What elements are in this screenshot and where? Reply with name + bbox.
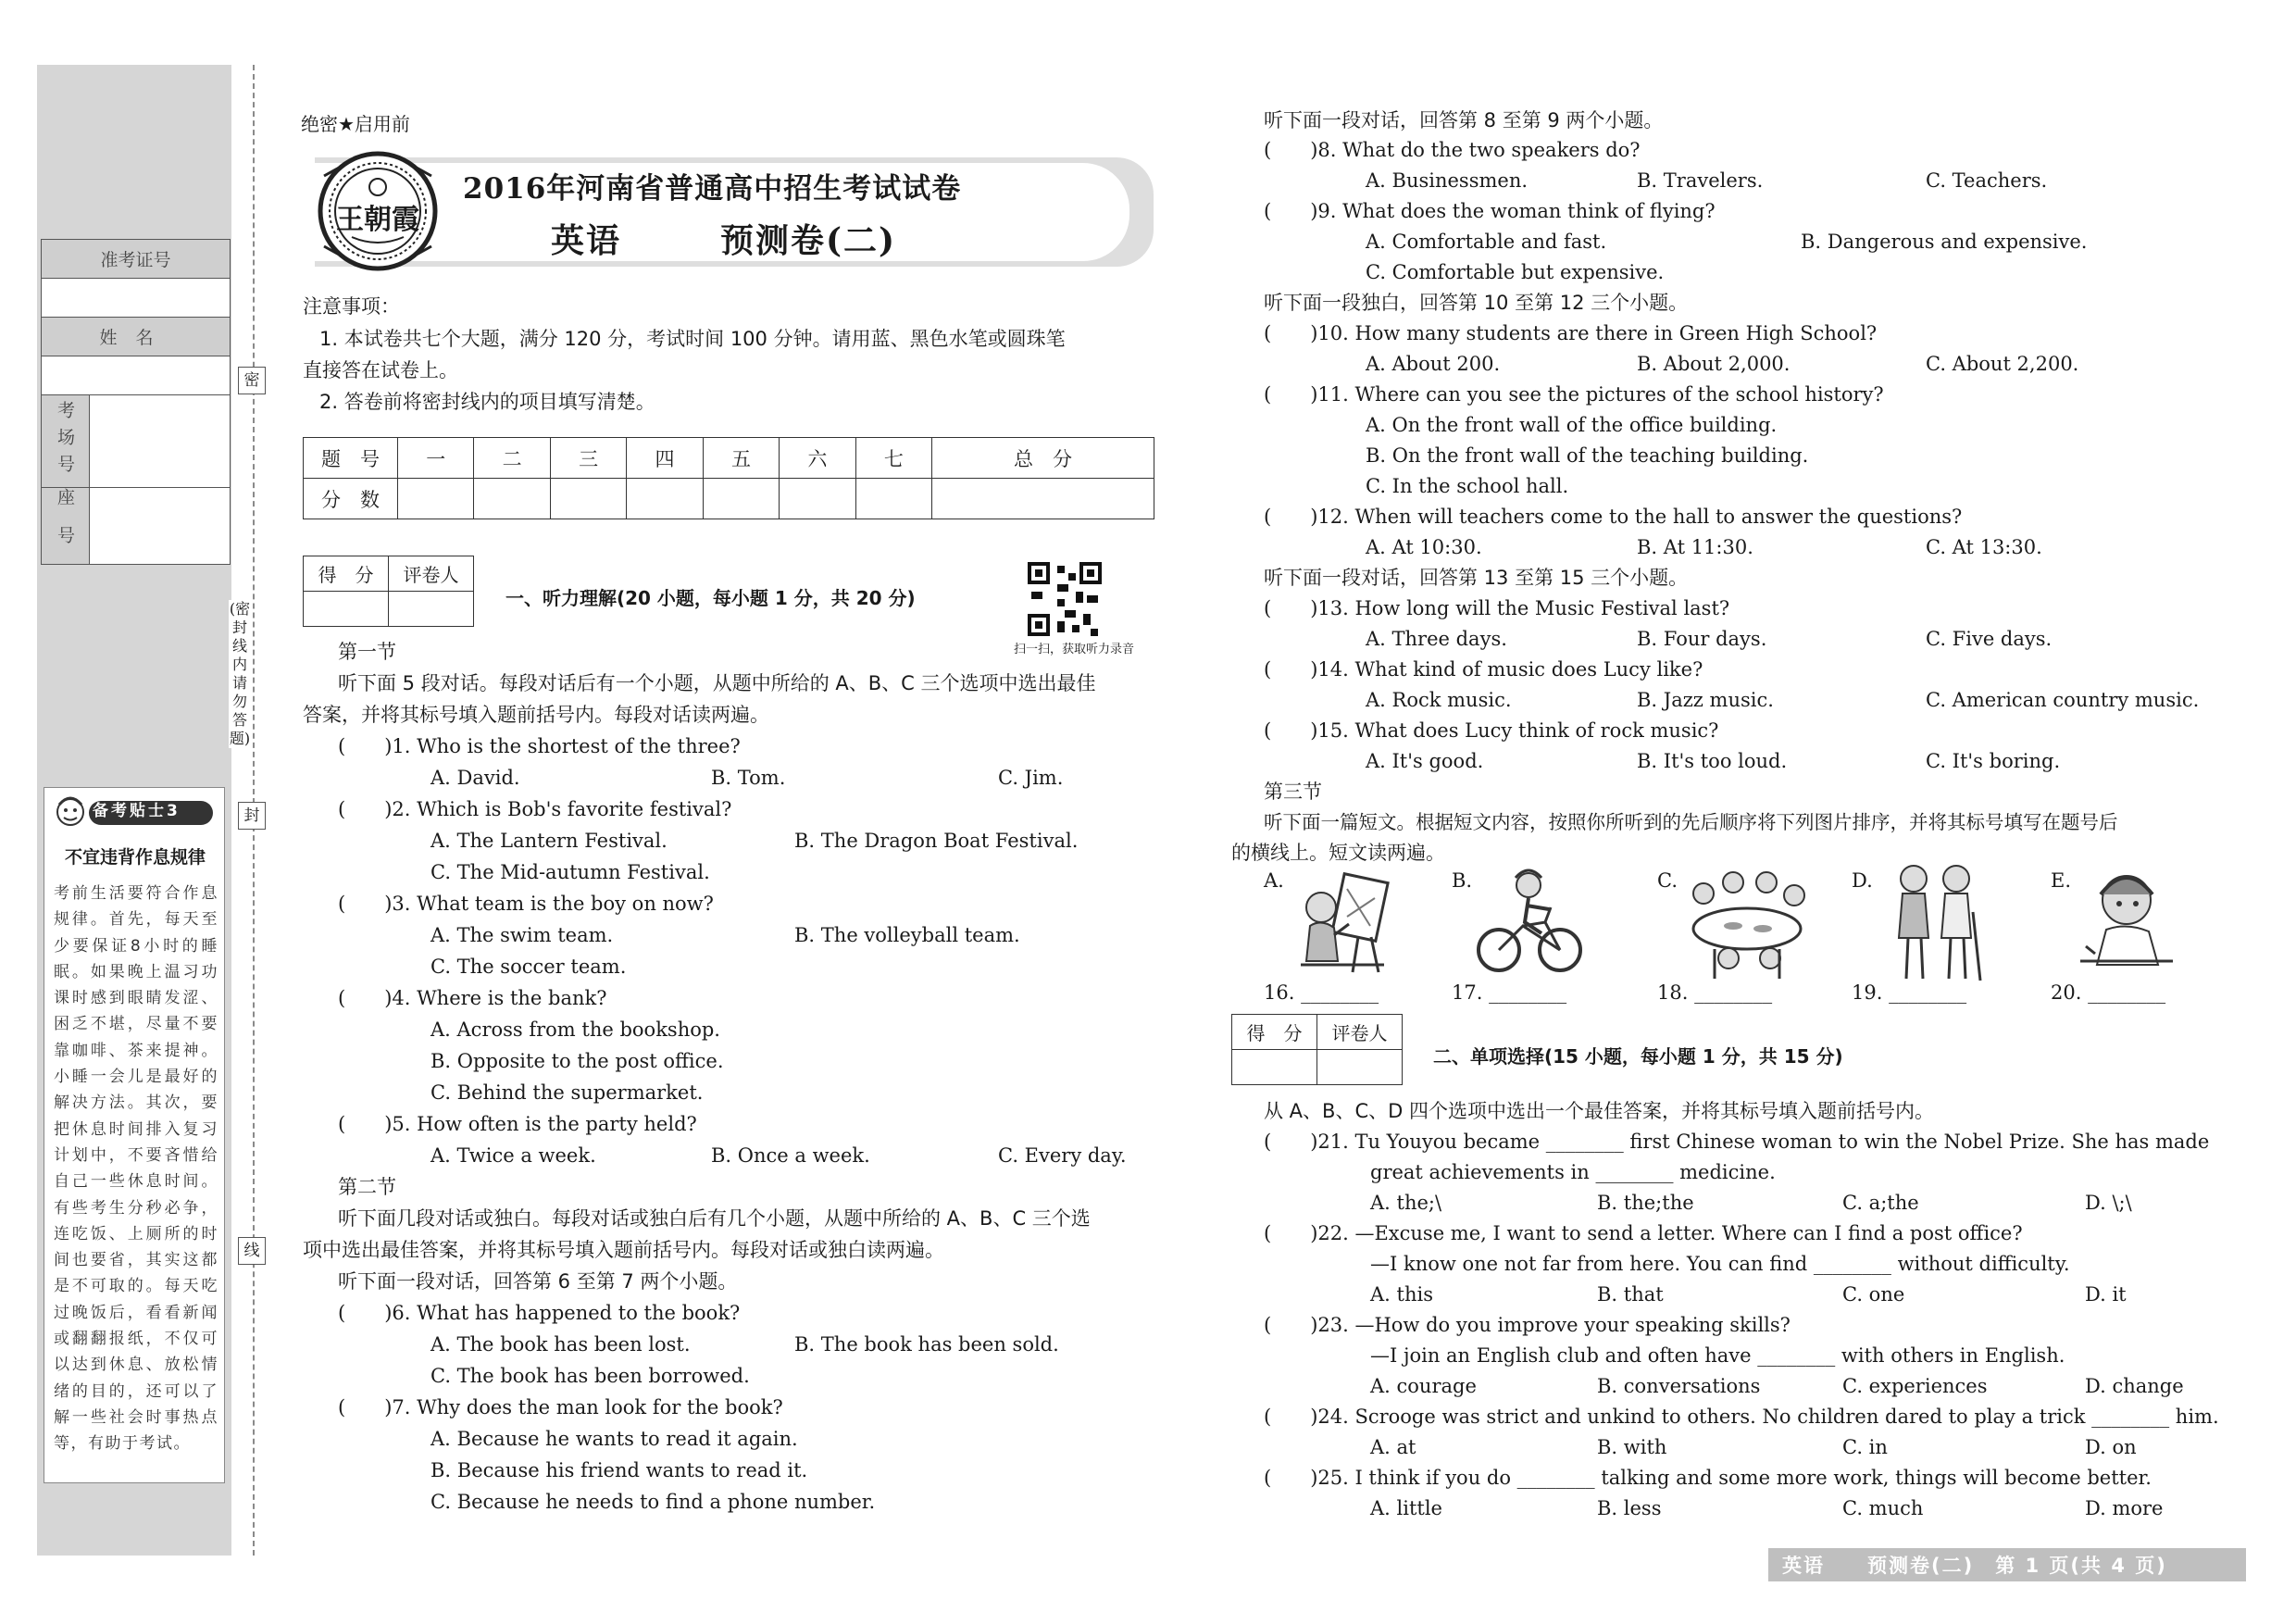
notice-item-2: 2. 答卷前将密封线内的项目填写清楚。	[319, 391, 655, 413]
grader-score-label: 得 分	[304, 556, 389, 592]
question-14-stem: ( )14. What kind of music does Lucy like?	[1264, 658, 1703, 681]
question-15-option-c[interactable]: C. It's boring.	[1926, 750, 2061, 772]
qr-code-icon	[1028, 562, 1102, 636]
notice-item-1b: 直接答在试卷上。	[303, 359, 458, 381]
question-9-option-b[interactable]: B. Dangerous and expensive.	[1801, 231, 2088, 253]
grader-score-label: 得 分	[1232, 1015, 1317, 1050]
score-header-1: 一	[398, 438, 474, 479]
question-11-option-c[interactable]: C. In the school hall.	[1366, 475, 1569, 497]
seal-note: (密封线内请勿答题)	[229, 600, 251, 747]
tips-banner-label: 备考贴士3	[93, 802, 181, 820]
question-23-stem: ( )23. —How do you improve your speaking skills?	[1264, 1314, 1791, 1336]
name-field[interactable]	[42, 356, 231, 395]
score-table	[303, 437, 1154, 519]
score-header-label: 题 号	[304, 438, 398, 479]
score-header-6: 六	[780, 438, 855, 479]
picture-a-painting-icon	[1282, 861, 1403, 981]
grader-score-cell[interactable]	[1232, 1050, 1317, 1085]
question-23-option-c[interactable]: C. experiences	[1842, 1375, 1988, 1397]
picture-label-c: C.	[1657, 869, 1678, 892]
question-12-option-a[interactable]: A. At 10:30.	[1366, 536, 1482, 558]
question-5-option-a[interactable]: A. Twice a week.	[430, 1144, 596, 1167]
seat-row	[42, 488, 231, 565]
picture-b-cycling-icon	[1467, 861, 1588, 981]
score-cell[interactable]	[703, 479, 779, 519]
question-8-option-c[interactable]: C. Teachers.	[1926, 169, 2048, 192]
score-cell[interactable]	[780, 479, 855, 519]
question-2-option-b[interactable]: B. The Dragon Boat Festival.	[794, 830, 1079, 852]
seal-char-xian: 线	[238, 1237, 266, 1265]
question-11-option-a[interactable]: A. On the front wall of the office building.	[1366, 414, 1778, 436]
subject-title: 英语	[551, 221, 622, 260]
question-2-option-a[interactable]: A. The Lantern Festival.	[430, 830, 668, 852]
grader-name-cell[interactable]	[389, 592, 474, 627]
question-10-option-c[interactable]: C. About 2,200.	[1926, 353, 2079, 375]
page-footer: 英语 预测卷(二) 第 1 页(共 4 页)	[1782, 1555, 2167, 1577]
question-5-option-b[interactable]: B. Once a week.	[711, 1144, 870, 1167]
answer-blank-20[interactable]: 20. ________	[2051, 981, 2166, 1004]
question-24-option-c[interactable]: C. in	[1842, 1436, 1888, 1458]
question-22-option-c[interactable]: C. one	[1842, 1283, 1905, 1306]
section-3-instr-a: 听下面一篇短文。根据短文内容，按照你所听到的先后顺序将下列图片排序，并将其标号填写在题号后	[1264, 811, 2118, 833]
question-25-option-a[interactable]: A. little	[1370, 1497, 1442, 1519]
score-cell[interactable]	[474, 479, 550, 519]
question-9-stem: ( )9. What does the woman think of flying?	[1264, 200, 1716, 222]
question-13-stem: ( )13. How long will the Music Festival last?	[1264, 597, 1730, 619]
question-25-stem: ( )25. I think if you do ________ talking and some more work, things will become better.	[1264, 1467, 2152, 1489]
question-6-stem: ( )6. What has happened to the book?	[338, 1302, 741, 1324]
picture-e-writing-icon	[2069, 861, 2190, 981]
question-4-option-a[interactable]: A. Across from the bookshop.	[430, 1018, 720, 1041]
question-8-stem: ( )8. What do the two speakers do?	[1264, 139, 1641, 161]
score-header-3: 三	[550, 438, 626, 479]
question-21-option-d[interactable]: D. \;\	[2085, 1192, 2132, 1214]
question-15-stem: ( )15. What does Lucy think of rock music?	[1264, 719, 1719, 742]
score-cell[interactable]	[932, 479, 1154, 519]
picture-label-e: E.	[2051, 869, 2072, 892]
section-1-instr-a: 听下面 5 段对话。每段对话后有一个小题，从题中所给的 A、B、C 三个选项中选出最佳	[338, 672, 1096, 694]
question-22-option-d[interactable]: D. it	[2085, 1283, 2127, 1306]
question-21-option-a[interactable]: A. the;\	[1370, 1192, 1442, 1214]
picture-label-d: D.	[1852, 869, 1873, 892]
answer-blank-18[interactable]: 18. ________	[1657, 981, 1773, 1004]
qr-caption: 扫一扫，获取听力录音	[1013, 643, 1134, 656]
question-24-option-a[interactable]: A. at	[1370, 1436, 1416, 1458]
question-24-option-d[interactable]: D. on	[2085, 1436, 2137, 1458]
question-5-stem: ( )5. How often is the party held?	[338, 1113, 697, 1135]
grader-score-cell[interactable]	[304, 592, 389, 627]
question-1-option-c[interactable]: C. Jim.	[998, 767, 1064, 789]
question-7-option-a[interactable]: A. Because he wants to read it again.	[430, 1428, 798, 1450]
question-10-option-b[interactable]: B. About 2,000.	[1637, 353, 1791, 375]
section-1-instr-b: 答案，并将其标号填入题前括号内。每段对话读两遍。	[303, 704, 769, 726]
question-7-option-b[interactable]: B. Because his friend wants to read it.	[430, 1459, 808, 1481]
question-23-option-a[interactable]: A. courage	[1370, 1375, 1477, 1397]
question-2-option-c[interactable]: C. The Mid-autumn Festival.	[430, 861, 710, 883]
picture-c-family-dinner-icon	[1678, 856, 1816, 986]
question-21-stem: ( )21. Tu Youyou became ________ first Chinese woman to win the Nobel Prize. She has made	[1264, 1131, 2210, 1153]
seal-char-mi: 密	[238, 367, 266, 394]
question-1-option-b[interactable]: B. Tom.	[711, 767, 786, 789]
picture-label-b: B.	[1452, 869, 1473, 892]
seal-char-feng: 封	[238, 802, 266, 830]
question-4-option-b[interactable]: B. Opposite to the post office.	[430, 1050, 724, 1072]
score-cell[interactable]	[855, 479, 931, 519]
question-1-stem: ( )1. Who is the shortest of the three?	[338, 735, 741, 757]
question-15-option-b[interactable]: B. It's too loud.	[1637, 750, 1788, 772]
question-21-option-b[interactable]: B. the;the	[1597, 1192, 1694, 1214]
score-header-2: 二	[474, 438, 550, 479]
score-cell[interactable]	[550, 479, 626, 519]
section-2-sub-1: 听下面一段对话，回答第 6 至第 7 两个小题。	[338, 1270, 738, 1293]
section-2-instr-b: 项中选出最佳答案，并将其标号填入题前括号内。每段对话或独白读两遍。	[303, 1239, 944, 1261]
score-header-4: 四	[627, 438, 703, 479]
question-7-option-c[interactable]: C. Because he needs to find a phone number.	[430, 1491, 876, 1513]
exam-tips-box	[44, 787, 225, 1483]
question-21-option-c[interactable]: C. a;the	[1842, 1192, 1919, 1214]
question-6-option-b[interactable]: B. The book has been sold.	[794, 1333, 1059, 1356]
question-14-option-a[interactable]: A. Rock music.	[1366, 689, 1512, 711]
field-label-room: 考场号	[42, 395, 90, 487]
question-9-option-a[interactable]: A. Comfortable and fast.	[1366, 231, 1607, 253]
section-2-sub-4: 听下面一段对话，回答第 13 至第 15 三个小题。	[1264, 567, 1689, 589]
field-label-seat: 座号	[42, 488, 90, 564]
score-header-total: 总 分	[932, 438, 1154, 479]
section-2-sub-2: 听下面一段对话，回答第 8 至第 9 两个小题。	[1264, 109, 1664, 131]
notice-item-1a: 1. 本试卷共七个大题，满分 120 分，考试时间 100 分钟。请用蓝、黑色水笔或圆珠笔	[319, 328, 1066, 350]
candidate-info-table	[41, 239, 231, 565]
question-3-stem: ( )3. What team is the boy on now?	[338, 893, 714, 915]
confidential-mark: 绝密★启用前	[301, 113, 410, 135]
score-header-7: 七	[855, 438, 931, 479]
question-25-option-b[interactable]: B. less	[1597, 1497, 1662, 1519]
admission-number-field[interactable]	[42, 279, 231, 318]
section-1-heading: 第一节	[338, 641, 396, 663]
question-1-option-a[interactable]: A. David.	[430, 767, 520, 789]
question-21-stem-cont: great achievements in ________ medicine.	[1370, 1161, 1776, 1183]
question-5-option-c[interactable]: C. Every day.	[998, 1144, 1127, 1167]
question-25-option-c[interactable]: C. much	[1842, 1497, 1924, 1519]
section-2-sub-3: 听下面一段独白，回答第 10 至第 12 三个小题。	[1264, 292, 1689, 314]
question-24-stem: ( )24. Scrooge was strict and unkind to others. No children dared to play a trick ________ him.	[1264, 1406, 2219, 1428]
paper-name: 预测卷(二)	[720, 221, 897, 260]
grader-name-cell[interactable]	[1317, 1050, 1403, 1085]
room-field[interactable]	[90, 395, 230, 487]
question-8-option-a[interactable]: A. Businessmen.	[1366, 169, 1529, 192]
room-row	[42, 395, 231, 488]
answer-blank-16[interactable]: 16. ________	[1264, 981, 1379, 1004]
score-cell[interactable]	[398, 479, 474, 519]
question-4-stem: ( )4. Where is the bank?	[338, 987, 607, 1009]
question-2-stem: ( )2. Which is Bob's favorite festival?	[338, 798, 732, 820]
question-12-option-c[interactable]: C. At 13:30.	[1926, 536, 2042, 558]
question-22-stem: ( )22. —Excuse me, I want to send a letter. Where can I find a post office?	[1264, 1222, 2023, 1244]
question-22-option-b[interactable]: B. that	[1597, 1283, 1664, 1306]
answer-blank-17[interactable]: 17. ________	[1452, 981, 1567, 1004]
question-13-option-a[interactable]: A. Three days.	[1366, 628, 1507, 650]
question-4-option-c[interactable]: C. Behind the supermarket.	[430, 1081, 704, 1104]
question-22-option-a[interactable]: A. this	[1370, 1283, 1433, 1306]
score-header-5: 五	[703, 438, 779, 479]
notice-heading: 注意事项：	[303, 295, 400, 318]
question-8-option-b[interactable]: B. Travelers.	[1637, 169, 1764, 192]
part2-title: 二、单项选择(15 小题，每小题 1 分，共 15 分)	[1433, 1045, 1843, 1068]
question-23-option-d[interactable]: D. change	[2085, 1375, 2184, 1397]
question-23-option-b[interactable]: B. conversations	[1597, 1375, 1761, 1397]
logo-text: 王朝霞	[336, 204, 419, 236]
question-25-option-d[interactable]: D. more	[2085, 1497, 2164, 1519]
question-3-option-b[interactable]: B. The volleyball team.	[794, 924, 1020, 946]
question-22-stem-cont: —I know one not far from here. You can find ________ without difficulty.	[1370, 1253, 2070, 1275]
question-7-stem: ( )7. Why does the man look for the book?	[338, 1396, 783, 1418]
question-13-option-c[interactable]: C. Five days.	[1926, 628, 2053, 650]
section-3-instr-b: 的横线上。短文读两遍。	[1231, 842, 1445, 864]
tips-title: 不宜违背作息规律	[64, 847, 206, 868]
field-label-name: 姓名	[42, 318, 231, 356]
seat-field[interactable]	[90, 488, 230, 564]
question-15-option-a[interactable]: A. It's good.	[1366, 750, 1484, 772]
tips-body: 考前生活要符合作息规律。首先，每天至少要保证8小时的睡眠。如果晚上温习功课时感到眼睛发涩、困乏不堪，尽量不要靠咖啡、茶来提神。小睡一会儿是最好的解决方法。其次，要把休息时间排入复习计划中，不要吝惜给自己一些休息时间。有些考生分秒必争，连吃饭、上厕所的时间也要省，其实这都是不可取的。每天吃过晚饭后，看看新闻或翻翻报纸，不仅可以达到休息、放松情绪的目的，还可以了解一些社会时事热点等，有助于考试。	[54, 884, 218, 1454]
question-10-stem: ( )10. How many students are there in Green High School?	[1264, 322, 1878, 344]
grader-name-label: 评卷人	[1317, 1015, 1403, 1050]
question-10-option-a[interactable]: A. About 200.	[1366, 353, 1501, 375]
question-9-option-c[interactable]: C. Comfortable but expensive.	[1366, 261, 1665, 283]
question-12-option-b[interactable]: B. At 11:30.	[1637, 536, 1753, 558]
section-2-heading: 第二节	[338, 1176, 396, 1198]
part2-instruction: 从 A、B、C、D 四个选项中选出一个最佳答案，并将其标号填入题前括号内。	[1264, 1100, 1934, 1122]
answer-blank-19[interactable]: 19. ________	[1852, 981, 1967, 1004]
question-3-option-a[interactable]: A. The swim team.	[430, 924, 614, 946]
grader-box-part1	[303, 556, 474, 627]
question-11-option-b[interactable]: B. On the front wall of the teaching building.	[1366, 444, 1809, 467]
grader-box-part2	[1231, 1014, 1403, 1085]
question-23-stem-cont: —I join an English club and often have ________ with others in English.	[1370, 1344, 2065, 1367]
picture-label-a: A.	[1264, 869, 1284, 892]
section-3-heading: 第三节	[1264, 781, 1322, 803]
question-24-option-b[interactable]: B. with	[1597, 1436, 1667, 1458]
question-6-option-c[interactable]: C. The book has been borrowed.	[430, 1365, 750, 1387]
question-3-option-c[interactable]: C. The soccer team.	[430, 956, 627, 978]
question-14-option-c[interactable]: C. American country music.	[1926, 689, 2200, 711]
picture-d-friends-icon	[1875, 856, 1995, 986]
part1-title: 一、听力理解(20 小题，每小题 1 分，共 20 分)	[505, 587, 916, 609]
score-cell[interactable]	[627, 479, 703, 519]
grader-name-label: 评卷人	[389, 556, 474, 592]
question-6-option-a[interactable]: A. The book has been lost.	[430, 1333, 691, 1356]
question-12-stem: ( )12. When will teachers come to the hall to answer the questions?	[1264, 506, 1963, 528]
score-row-label: 分 数	[304, 479, 398, 519]
question-11-stem: ( )11. Where can you see the pictures of the school history?	[1264, 383, 1884, 406]
field-label-admission: 准考证号	[42, 240, 231, 279]
question-13-option-b[interactable]: B. Four days.	[1637, 628, 1767, 650]
exam-title: 2016年河南省普通高中招生考试试卷	[463, 172, 962, 206]
question-14-option-b[interactable]: B. Jazz music.	[1637, 689, 1774, 711]
section-2-instr-a: 听下面几段对话或独白。每段对话或独白后有几个小题，从题中所给的 A、B、C 三个选	[338, 1207, 1091, 1230]
